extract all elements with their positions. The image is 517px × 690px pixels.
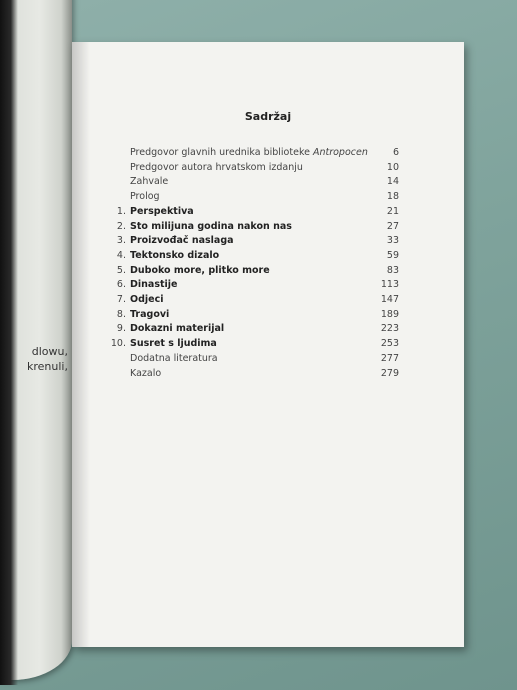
toc-entry (72, 146, 464, 160)
toc-entry-page-number: 59 (386, 249, 399, 261)
toc-entry-title-text: Susret s ljudima (130, 338, 217, 350)
toc-entry-title-text: Dokazni materijal (130, 323, 225, 335)
toc-entry (72, 161, 464, 175)
toc-entry-title-text: Odjeci (130, 294, 164, 305)
toc-entry-title-text: Prolog (130, 191, 160, 203)
toc-entry-page-number: 27 (386, 220, 399, 232)
toc-entry-title (130, 234, 234, 248)
toc-entry-page-number: 189 (380, 308, 399, 320)
page-title: Sadržaj (244, 110, 292, 123)
toc-entry-title-text: Tektonsko dizalo (130, 249, 220, 261)
toc-entry-title (130, 190, 160, 204)
toc-entry (72, 278, 464, 292)
toc-entry-title (130, 278, 177, 292)
toc-entry (72, 308, 464, 322)
toc-entry-title-text: Dinastije (130, 279, 178, 291)
toc-entry-title (130, 205, 194, 219)
contents-page (72, 42, 464, 647)
toc-entry-title-text: Kazalo (130, 367, 162, 379)
toc-entry-title-text: Duboko more, plitko more (130, 264, 270, 276)
toc-entry-page-number: 21 (386, 205, 399, 217)
toc-entry (72, 205, 464, 219)
toc-entry (72, 367, 464, 381)
toc-entry-title-text: Predgovor autora hrvatskom izdanju (130, 161, 303, 173)
toc-entry-number: 6. (116, 279, 126, 291)
toc-entry-title-text: Tragovi (130, 308, 170, 320)
toc-entry (72, 190, 464, 204)
toc-entry-page-number: 147 (380, 294, 399, 305)
toc-entry-title (130, 161, 303, 175)
toc-entry-title-text: Proizvođač naslaga (130, 235, 234, 247)
toc-entry-number: 8. (116, 308, 126, 320)
toc-entry-page-number: 18 (386, 191, 399, 203)
toc-entry-page-number: 277 (380, 352, 399, 364)
toc-entry (72, 293, 464, 307)
toc-entry (72, 337, 464, 351)
toc-entry-title-italic: Antropocen (312, 147, 368, 158)
toc-entry (72, 249, 464, 263)
toc-entry-title (130, 322, 224, 336)
toc-entry-title (130, 293, 163, 307)
toc-entry-number: 7. (116, 294, 126, 305)
toc-entry (72, 220, 464, 234)
toc-entry-title (130, 352, 218, 366)
toc-entry (72, 352, 464, 366)
toc-entry-page-number: 6 (392, 147, 399, 158)
toc-entry-number: 3. (116, 235, 126, 247)
toc-entry (72, 234, 464, 248)
toc-entry-title (130, 249, 219, 263)
previous-page-text-line: krenuli, (27, 360, 68, 373)
toc-entry-number: 1. (116, 205, 126, 217)
toc-entry-number: 5. (116, 264, 126, 276)
book-edge (0, 0, 18, 685)
toc-entry-title (130, 337, 217, 351)
toc-entry-title-text: Sto milijuna godina nakon nas (130, 220, 292, 232)
toc-entry-title (130, 146, 368, 160)
toc-entry-number: 2. (116, 220, 126, 232)
toc-entry-page-number: 113 (380, 279, 399, 291)
toc-entry-title (130, 264, 270, 278)
toc-entry-title (130, 220, 292, 234)
toc-entry-page-number: 279 (380, 367, 399, 379)
toc-entry-title-text: Dodatna literatura (130, 352, 218, 364)
toc-entry-page-number: 83 (386, 264, 399, 276)
toc-entry-number: 4. (116, 249, 126, 261)
toc-entry-number: 10. (110, 338, 126, 350)
toc-entry-page-number: 10 (386, 161, 399, 173)
toc-entry-title (130, 308, 169, 322)
toc-entry (72, 322, 464, 336)
toc-entry-title (130, 367, 161, 381)
toc-entry-title-text: Zahvale (130, 176, 169, 188)
toc-entry-title-text: Predgovor glavnih urednika biblioteke (130, 147, 313, 158)
toc-entry-number: 9. (116, 323, 126, 335)
toc-entry-page-number: 223 (380, 323, 399, 335)
toc-entry-title (130, 175, 168, 189)
toc-entry (72, 264, 464, 278)
previous-page-text-line: dlowu, (31, 345, 68, 358)
toc-entry-title-text: Perspektiva (130, 205, 194, 217)
toc-entry-page-number: 14 (386, 176, 399, 188)
toc-entry-page-number: 253 (380, 338, 399, 350)
toc-entry (72, 175, 464, 189)
toc-entry-page-number: 33 (386, 235, 399, 247)
